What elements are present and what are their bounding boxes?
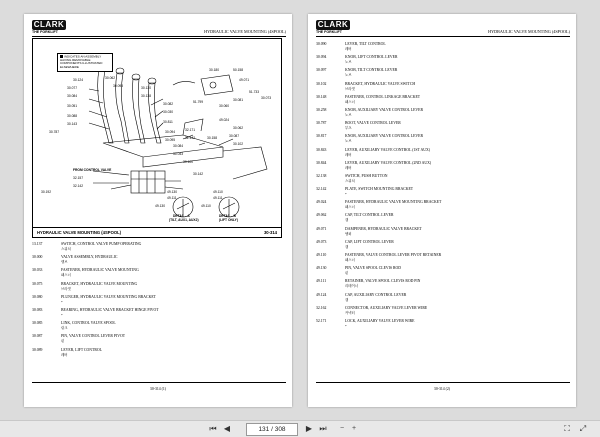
callout: 30.088 [67, 114, 78, 118]
parts-row [316, 279, 570, 292]
callout: 30.060 [219, 104, 230, 108]
detail-a-label: DETAIL - A [173, 214, 190, 218]
part-description-korean: 노브 [345, 60, 352, 65]
parts-row [316, 134, 570, 147]
parts-row [316, 95, 570, 108]
callout: 30.180 [209, 68, 220, 72]
part-description: CAP, TILT CONTROL LEVER [345, 213, 394, 218]
part-description: CAP, AUXILIARY CONTROL LEVER [345, 292, 407, 297]
callout: 30.158 [207, 136, 218, 140]
part-number: 30.844 [316, 160, 327, 165]
page-indicator-input[interactable]: 131 / 308 [246, 423, 298, 436]
detail-b-label: DETAIL - B [219, 214, 236, 218]
callout: 30.084 [173, 144, 184, 148]
note-line-2: HAVING REMOVABLE [60, 57, 91, 62]
part-description-korean: 캡 [345, 218, 349, 223]
part-description: FASTENER, CONTROL LINKAGE BRACKET [345, 94, 421, 99]
part-description-korean: 링크 [61, 326, 68, 331]
callout: 49.110 [213, 190, 223, 194]
part-description: SWITCH, PUSH BUTTON [345, 173, 388, 178]
viewer-toolbar [0, 420, 600, 437]
parts-row [32, 268, 286, 281]
footer-divider [316, 382, 570, 383]
part-description: BRACKET, HYDRAULIC VALVE MOUNTING [61, 281, 138, 286]
from-control-valve-label: FROM CONTROL VALVE [73, 168, 112, 172]
callout: 30.077 [67, 86, 78, 90]
exploded-view-figure [32, 38, 282, 238]
callout: 49.110 [201, 204, 211, 208]
part-description: VALVE ASSEMBLY, HYDRAULIC [61, 255, 118, 260]
part-number: 30.102 [316, 81, 327, 86]
part-description: PLUNGER, HYDRAULIC VALVE MOUNTING BRACKET [61, 294, 156, 299]
part-description-korean: 커넥터 [345, 310, 355, 315]
part-number: 30.080 [32, 294, 43, 299]
part-description-korean: 핀 [61, 339, 65, 344]
parts-row [316, 227, 570, 240]
part-description: PIN, VALVE SPOOL CLEVIS ROD [345, 266, 402, 271]
figure-number: 30-314 [263, 230, 277, 235]
part-description: FASTENER, VALVE CONTROL LEVER PIVOT RETAINER [345, 253, 442, 257]
legend-note-box [57, 53, 113, 72]
part-number: 30.033 [32, 268, 43, 273]
part-description: CONNECTOR, AUXILIARY VALVE LEVER WIRE [345, 305, 428, 310]
mount-bracket [103, 135, 223, 157]
part-description: LINK, CONTROL VALVE SPOOL [61, 321, 116, 326]
part-description-korean: 패스너 [345, 99, 355, 104]
parts-list-left [32, 242, 286, 361]
part-number: 30.843 [316, 147, 327, 152]
callout: 30.102 [233, 142, 244, 146]
fit-page-icon[interactable]: ⛶ [564, 424, 570, 433]
callout: 30.084 [67, 94, 78, 98]
part-description-korean: 스위치 [345, 178, 355, 183]
part-description-korean: 캡 [345, 297, 349, 302]
parts-row [32, 255, 286, 268]
parts-row [32, 308, 286, 321]
parts-row [316, 187, 570, 200]
part-description: CAP, LIFT CONTROL LEVER [345, 239, 394, 244]
parts-row [316, 306, 570, 319]
callout: 49.071 [239, 78, 250, 82]
callout: 30.095 [165, 138, 176, 142]
part-description-korean: * [345, 323, 347, 328]
part-number: 30.089 [32, 347, 43, 352]
part-description: FASTENER, HYDRAULIC VALVE MOUNTING [61, 268, 139, 273]
callout: 49.024 [219, 118, 230, 122]
next-page-icon[interactable]: ▶ [305, 424, 313, 433]
part-number: 32.142 [316, 187, 327, 192]
callout: 32.142 [185, 136, 196, 140]
detail-b-sublabel: (LIFT ONLY) [219, 218, 238, 222]
part-description-korean: 캡 [345, 244, 349, 249]
parts-row [32, 295, 286, 308]
part-description: BRACKET, HYDRAULIC VALVE SWITCH [345, 81, 416, 86]
top-switch-plate [201, 75, 233, 95]
logo-mark: CLARK [33, 20, 65, 29]
part-description: PLATE, SWITCH MOUNTING BRACKET [345, 187, 414, 192]
callout: 30.093 [113, 84, 124, 88]
parts-row [316, 319, 570, 332]
part-description-korean: 핀 [345, 271, 349, 276]
part-description-korean: 리테이너 [345, 284, 359, 289]
parts-row [32, 282, 286, 295]
callout: 30.087 [229, 134, 240, 138]
callout: 51.799 [193, 100, 204, 104]
clark-logo [316, 20, 350, 35]
zoom-out-button[interactable]: − [340, 425, 345, 432]
part-description-korean: 노브 [345, 139, 352, 144]
part-number: 49.024 [316, 200, 327, 205]
lever-4 [149, 83, 162, 143]
callout: 32.171 [185, 128, 196, 132]
part-description-korean: 레버 [61, 352, 68, 357]
part-description-korean: 노브 [345, 73, 352, 78]
parts-row [316, 55, 570, 68]
callout: 30.030 [163, 110, 174, 114]
part-description-korean: 브라켓 [61, 286, 71, 291]
parts-row [32, 242, 286, 255]
note-line-3: COMPONENTS ILLUSTRATED [60, 61, 103, 66]
frame-right [223, 147, 267, 179]
part-number: 30.087 [32, 334, 43, 339]
part-description: PIN, VALVE CONTROL LEVER PIVOT [61, 334, 126, 339]
callout: 30.043 [173, 152, 184, 156]
callout: 49.130 [167, 190, 178, 194]
callout: 30.138 [141, 94, 152, 98]
callout: 49.130 [155, 204, 166, 208]
callout: 49.111 [167, 196, 177, 200]
valve-inlet [111, 185, 131, 189]
part-description-korean: 패스너 [345, 205, 355, 210]
part-number: 49.111 [316, 279, 327, 284]
part-number: 30.094 [316, 55, 327, 60]
document-page-right [308, 14, 576, 407]
page-footer-number: 30-314 (2) [433, 387, 451, 391]
part-description-korean: 패스너 [345, 258, 355, 262]
part-number: 49.110 [316, 253, 327, 257]
parts-row [316, 266, 570, 279]
part-description: KNOB, AUXILIARY VALVE CONTROL LEVER [345, 134, 424, 139]
header-divider [316, 36, 570, 37]
figure-caption: HYDRAULIC VALVE MOUNTING (4SPOOL) [37, 230, 122, 235]
part-number: 49.073 [316, 239, 327, 244]
page-header-title: HYDRAULIC VALVE MOUNTING (4SPOOL) [204, 29, 286, 34]
part-number: 30.083 [32, 307, 43, 312]
callout: 30.811 [163, 120, 173, 124]
valve-body [131, 171, 165, 193]
part-number: 30.085 [32, 321, 43, 326]
parts-row [32, 334, 286, 347]
callout: 30.130 [141, 86, 152, 90]
part-description: DAMPENER, HYDRAULIC VALVE BRACKET [345, 226, 422, 231]
part-description: KNOB, TILT CONTROL LEVER [345, 68, 398, 73]
footer-divider [32, 382, 286, 383]
zoom-in-button[interactable]: + [352, 425, 357, 432]
part-description: KNOB, LIFT CONTROL LEVER [345, 55, 398, 60]
parts-row [316, 174, 570, 187]
part-description-korean: 브라켓 [345, 86, 355, 91]
callout: 50.158 [233, 68, 244, 72]
part-description: BEARING, HYDRAULIC VALVE BRACKET HINGE PIVOT [61, 307, 159, 312]
logo-tagline: THE FORKLIFT [316, 30, 342, 34]
part-description: LEVER, TILT CONTROL [345, 42, 386, 46]
valve-links [165, 181, 183, 189]
part-number: 32.138 [316, 173, 327, 178]
parts-row [316, 82, 570, 95]
parts-row [316, 42, 570, 55]
part-number: 30.097 [316, 68, 327, 73]
part-description-korean: 레버 [345, 47, 352, 51]
callout: 32.157 [73, 176, 84, 180]
part-description-korean: 레버 [345, 152, 352, 157]
callout: 30.081 [233, 98, 244, 102]
part-number: 30.258 [316, 107, 327, 112]
push-button-switch [210, 82, 216, 88]
parts-row [316, 161, 570, 174]
part-description-korean: 밸브 [61, 260, 68, 265]
part-number: 13.137 [32, 242, 43, 246]
callout: 30.051 [67, 104, 78, 108]
callout: 32.142 [73, 184, 84, 188]
document-page-left [24, 14, 292, 407]
callout: 30.073 [261, 96, 272, 100]
figure-caption-bar [33, 227, 281, 237]
callout: 30.094 [165, 130, 176, 134]
parts-row [316, 108, 570, 121]
part-description-korean: 댐퍼 [345, 231, 352, 236]
part-number: 30.817 [316, 134, 327, 139]
callout: 30.192 [41, 190, 52, 194]
part-description: LOCK, AUXILIARY VALVE LEVER WIRE [345, 318, 415, 323]
part-number: 30.075 [32, 281, 43, 286]
parts-row [316, 200, 570, 213]
part-description: KNOB, AUXILIARY VALVE CONTROL LEVER [345, 107, 424, 112]
part-description-korean: * [61, 299, 63, 304]
part-description: FASTENER, HYDRAULIC VALVE MOUNTING BRACKET [345, 200, 442, 205]
part-description: LEVER, AUXILIARY VALVE CONTROL (2ND AUX) [345, 160, 432, 165]
part-number: 30.787 [316, 121, 327, 126]
logo-tagline: THE FORKLIFT [32, 30, 58, 34]
part-number: 30.148 [316, 94, 327, 99]
clark-logo [32, 20, 66, 35]
part-description-korean: 노브 [345, 112, 352, 117]
part-number: 52.171 [316, 318, 327, 323]
parts-row [32, 348, 286, 361]
part-number: 30.090 [316, 42, 327, 46]
callout: 51.733 [249, 90, 260, 94]
parts-row [316, 213, 570, 226]
last-page-icon[interactable]: ⏭ [319, 424, 327, 433]
part-number: 49.071 [316, 226, 327, 231]
part-number: 49.062 [316, 213, 327, 218]
page-footer-number: 30-314 (1) [149, 387, 167, 391]
part-description-korean: 패스너 [61, 273, 71, 278]
detail-a-sublabel: (TILT, AUX1, AUX2) [169, 218, 199, 222]
parts-row [316, 253, 570, 266]
callout: 30.124 [73, 78, 84, 82]
part-description: BOOT, VALVE CONTROL LEVER [345, 121, 401, 126]
part-description: SWITCH, CONTROL VALVE PUMP OPERATING [61, 242, 142, 246]
part-description-korean: 스위치 [61, 247, 71, 251]
part-description-korean: 레버 [345, 165, 352, 170]
parts-row [316, 240, 570, 253]
switch-bracket [183, 119, 203, 135]
parts-row [316, 68, 570, 81]
part-description: RETAINER, VALVE SPOOL CLEVIS ROD PIN [345, 279, 421, 284]
header-divider [32, 36, 286, 37]
parts-list-right [316, 42, 570, 332]
part-description: LEVER, LIFT CONTROL [61, 347, 102, 352]
part-number: 49.130 [316, 266, 327, 271]
part-number: 30.000 [32, 255, 43, 260]
callout: 30.100 [183, 160, 194, 164]
fullscreen-icon[interactable]: ⤢ [579, 424, 587, 433]
note-line-1: INDICATES AN ASSEMBLY [64, 54, 102, 59]
callout: 30.787 [49, 130, 60, 134]
part-description: LEVER, AUXILIARY VALVE CONTROL (1ST AUX) [345, 147, 431, 152]
callout: 30.143 [67, 122, 78, 126]
callout: 30.062 [233, 126, 244, 130]
page-header-title: HYDRAULIC VALVE MOUNTING (4SPOOL) [488, 29, 570, 34]
callout: 49.111 [213, 196, 223, 200]
callout: 30.082 [163, 102, 174, 106]
previous-page-icon[interactable]: ◀ [223, 424, 231, 433]
parts-row [32, 321, 286, 334]
part-description-korean: * [345, 192, 347, 197]
wire-1 [173, 81, 195, 85]
note-line-4: ELSEWHERE [60, 65, 79, 70]
callout: 30.062 [105, 76, 116, 80]
parts-row [316, 121, 570, 134]
part-number: 49.124 [316, 292, 327, 297]
logo-mark: CLARK [317, 20, 349, 29]
parts-row [316, 293, 570, 306]
part-number: 32.162 [316, 305, 327, 310]
callout: 30.142 [193, 172, 204, 176]
parts-row [316, 148, 570, 161]
part-description-korean: * [61, 312, 63, 317]
part-description-korean: 부츠 [345, 126, 352, 131]
first-page-icon[interactable]: ⏮ [209, 424, 217, 433]
